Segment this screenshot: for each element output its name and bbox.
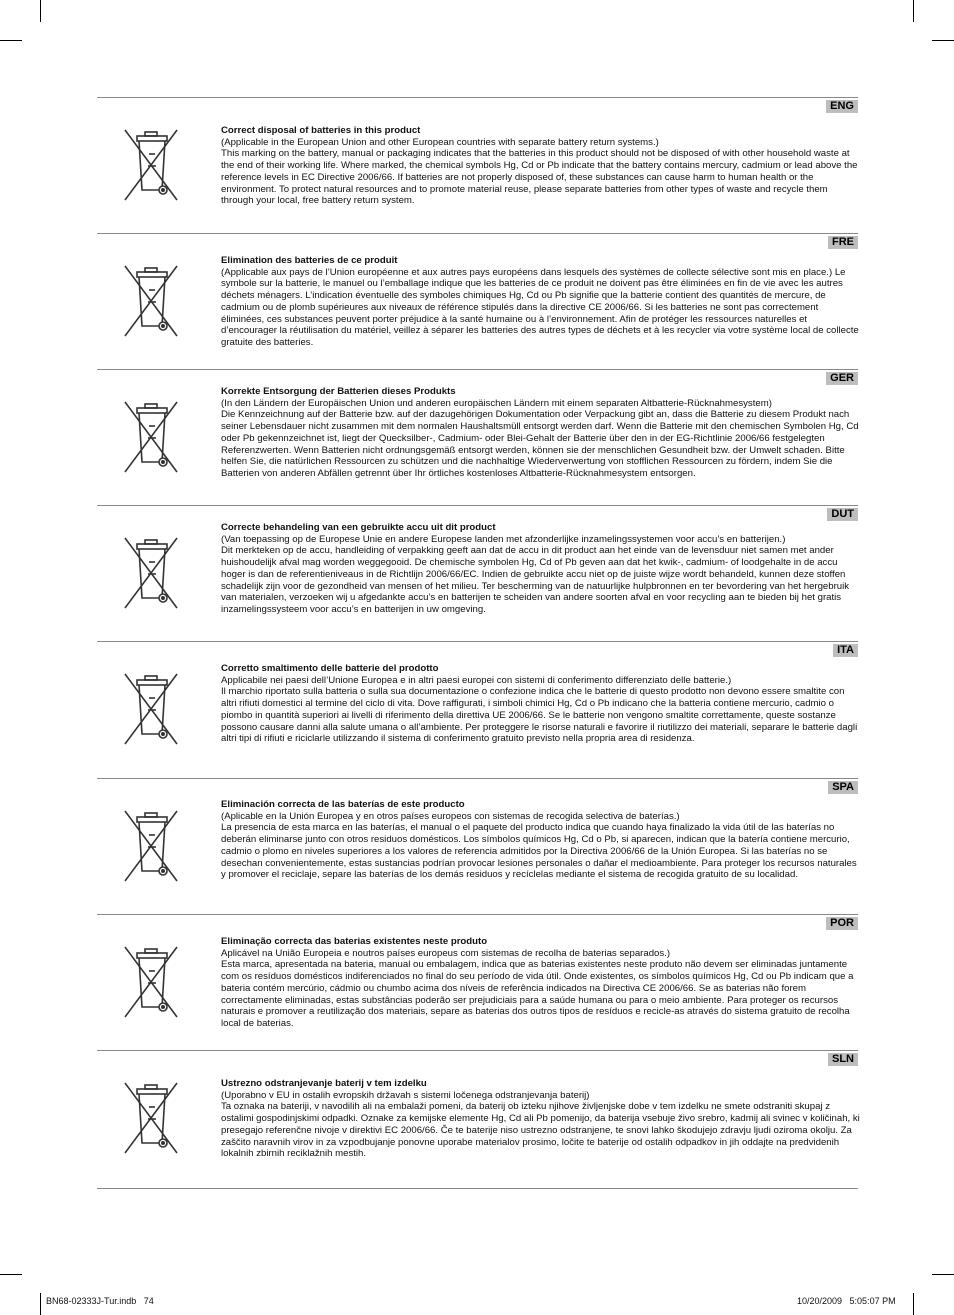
crop-mark: [0, 40, 22, 41]
crop-mark: [0, 1274, 22, 1275]
section-eng: [97, 97, 858, 234]
crop-mark: [913, 0, 914, 22]
section-sln: [97, 1050, 858, 1187]
crossed-bin-icon: [121, 262, 181, 342]
footer-file: BN68-02333J-Tur.indb 74: [46, 1296, 154, 1306]
crossed-bin-icon: [121, 670, 181, 750]
bottom-rule: [97, 1188, 858, 1189]
section-title: Korrekte Entsorgung der Batterien dieses Produkts: [221, 386, 456, 397]
section-por: [97, 914, 858, 1051]
section-spa: [97, 778, 858, 915]
section-fre: [97, 233, 858, 370]
section-body: (Aplicable en la Unión Europea y en otros países europeos con sistemas de recogida selectiva de baterías.) La presencia de esta marca en las baterías, el manual o el paquete del producto indica que cuando haya finalizado la vida útil de las baterías no deberán eliminarse junto con otros residuos domésticos. Los símbolos químicos Hg, Cd o Pb, si aparecen, indican que la batería contiene mercurio, cadmio o plomo en niveles superiores a los valores de referencia admitidos por la Directiva 2006/66 de la Unión Europea. Si las baterías no se desechan convenientemente, estas sustancias podrían provocar lesiones personales o dañar el medioambiente. Para proteger los recursos naturales y promover el reciclaje, separe las baterías de los demás residuos y recíclelas mediante el sistema de recogida gratuito de su localidad.: [221, 810, 857, 881]
section-body: Aplicável na União Europeia e noutros países europeus com sistemas de recolha de baterias separados.) Esta marca, apresentada na bateria, manual ou embalagem, indica que as baterias existentes neste produto não devem ser eliminadas juntamente com os resíduos domésticos indiferenciados no final do seu período de vida útil. Onde existentes, os símbolos químicos Hg, Cd ou Pb indicam que a bateria contém mercúrio, cádmio ou chumbo acima dos níveis de referência indicados na Directiva CE 2006/66. Se as baterias não forem correctamente eliminadas, estas substâncias poderão ser prejudiciais para a saúde humana ou para o meio ambiente. Para proteger os recursos naturais e promover a reutilização dos materiais, separe as baterias dos outros tipos de resíduos e recicle-as através do sistema gratuito de recolha local de baterias.: [221, 947, 854, 1029]
section-title: Ustrezno odstranjevanje baterij v tem izdelku: [221, 1078, 427, 1089]
crossed-bin-icon: [121, 807, 181, 887]
language-tag: GER: [826, 372, 858, 385]
crop-mark: [913, 1293, 914, 1315]
language-tag: ENG: [826, 100, 858, 113]
language-tag: SPA: [828, 781, 858, 794]
section-body: (Applicable aux pays de l’Union européenne et aux autres pays européens dans lesquels des systèmes de collecte sélective sont mis en place.) Le symbole sur la batterie, le manuel ou l’emballage indique que les batteries de ce produit ne doivent pas être éliminées en fin de vie avec les autres déchets ménagers. L’indication éventuelle des symboles chimiques Hg, Cd ou Pb signifie que la batterie contient des quantités de mercure, de cadmium ou de plomb supérieures aux niveaux de référence stipulés dans la directive CE 2006/66. Si les batteries ne sont pas correctement éliminées, ces substances peuvent porter préjudice à la santé humaine ou à l’environnement. Afin de protéger les ressources naturelles et d’encourager la réutilisation du matériel, veillez à séparer les batteries des autres types de déchets et à les recycler via votre système local de collecte gratuite des batteries.: [221, 266, 859, 348]
language-tag: FRE: [828, 236, 858, 249]
section-title: Eliminação correcta das baterias existentes neste produto: [221, 936, 488, 947]
section-title: Elimination des batteries de ce produit: [221, 255, 398, 266]
section-title: Correct disposal of batteries in this product: [221, 125, 421, 136]
crossed-bin-icon: [121, 943, 181, 1023]
section-ita: [97, 641, 858, 779]
language-tag: SLN: [828, 1053, 858, 1066]
crossed-bin-icon: [121, 534, 181, 614]
footer-datetime: 10/20/2009 5:05:07 PM: [797, 1296, 896, 1306]
crop-mark: [40, 0, 41, 22]
language-tag: ITA: [833, 644, 858, 657]
crop-mark: [932, 1274, 954, 1275]
crop-mark: [40, 1293, 41, 1315]
section-body: (Uporabno v EU in ostalih evropskih državah s sistemi ločenega odstranjevanja baterij) Ta oznaka na bateriji, v navodilih ali na embalaži pomeni, da baterij ob izteku njihove življenjske dobe v tem izdelku ne smete odstraniti skupaj z ostalimi gospodinjskimi odpadki. Oznake za kemijske elemente Hg, Cd ali Pb pomenijo, da baterija vsebuje živo srebro, kadmij ali svinec v količinah, ki presegajo referenčne nivoje v direktivi EC 2006/66. Če te baterije niso ustrezno odstranjene, te snovi lahko škodujejo zdravju ljudi oziroma okolju. Za zaščito naravnih virov in za vzpodbujanje ponovne uporabe materialov prosimo, ločite te baterije od ostalih odpadkov in jih oddajte na predvidenih lokalnih zbirnih reciklažnih mestih.: [221, 1089, 860, 1160]
crossed-bin-icon: [121, 126, 181, 206]
section-dut: [97, 505, 858, 642]
section-title: Eliminación correcta de las baterías de este producto: [221, 799, 465, 810]
crossed-bin-icon: [121, 1079, 181, 1159]
crossed-bin-icon: [121, 398, 181, 478]
section-title: Correcte behandeling van een gebruikte accu uit dit product: [221, 522, 496, 533]
section-body: Applicabile nei paesi dell’Unione Europea e in altri paesi europei con sistemi di conferimento differenziato delle batterie.) Il marchio riportato sulla batteria o sulla sua documentazione o confezione indica che le batterie di questo prodotto non devono essere smaltite con altri rifiuti domestici al termine del ciclo di vita. Dove raffigurati, i simboli chimici Hg, Cd o Pb indicano che la batteria contiene mercurio, cadmio o piombo in quantità superiori ai livelli di riferimento della direttiva UE 2006/66. Se le batterie non vengono smaltite correttamente, queste sostanze possono causare danni alla salute umana o all’ambiente. Per proteggere le risorse naturali e favorire il riutilizzo dei materiali, separare le batterie dagli altri tipi di rifiuti e riciclarle utilizzando il sistema di conferimento gratuito previsto nella propria area di residenza.: [221, 674, 858, 745]
crop-mark: [932, 40, 954, 41]
section-ger: [97, 369, 858, 506]
language-tag: POR: [826, 917, 858, 930]
section-body: (In den Ländern der Europäischen Union und anderen europäischen Ländern mit einem separaten Altbatterie-Rücknahmesystem) Die Kennzeichnung auf der Batterie bzw. auf der dazugehörigen Dokumentation oder Verpackung gibt an, dass die Batterie zu diesem Produkt nach seiner Lebensdauer nicht zusammen mit dem normalen Haushaltsmüll entsorgt werden darf. Wenn die Batterie mit den chemischen Symbolen Hg, Cd oder Pb gekennzeichnet ist, liegt der Quecksilber-, Cadmium- oder Blei-Gehalt der Batterie über den in der EG-Richtlinie 2006/66 festgelegten Referenzwerten. Wenn Batterien nicht ordnungsgemäß entsorgt werden, können sie der menschlichen Gesundheit bzw. der Umwelt schaden. Bitte helfen Sie, die natürlichen Ressourcen zu schützen und die nachhaltige Wiederverwertung von stofflichen Ressourcen zu fördern, indem Sie die Batterien von anderen Abfällen getrennt über Ihr örtliches kostenloses Altbatterie-Rücknahmesystem entsorgen.: [221, 397, 859, 479]
section-title: Corretto smaltimento delle batterie del prodotto: [221, 663, 439, 674]
section-body: (Van toepassing op de Europese Unie en andere Europese landen met afzonderlijke inzamelingssystemen voor accu’s en batterijen.) Dit merkteken op de accu, handleiding of verpakking geeft aan dat de accu in dit product aan het einde van de levensduur niet samen met ander huishoudelijk afval mag worden weggegooid. De chemische symbolen Hg, Cd of Pb geven aan dat het kwik-, cadmium- of loodgehalte in de accu hoger is dan de referentieniveaus in de Richtlijn 2006/66/EC. Indien de gebruikte accu niet op de juiste wijze wordt behandeld, kunnen deze stoffen schadelijk zijn voor de gezondheid van mensen of het milieu. Ter bescherming van de natuurlijke hulpbronnen en ter bevordering van het hergebruik van materialen, verzoeken wij u afgedankte accu’s en batterijen te scheiden van andere soorten afval en voor recycling aan te bieden bij het gratis inzamelingssysteem voor accu’s en batterijen in uw omgeving.: [221, 533, 850, 615]
section-body: (Applicable in the European Union and other European countries with separate battery return systems.) This marking on the battery, manual or packaging indicates that the batteries in this product should not be disposed of with other household waste at the end of their working life. Where marked, the chemical symbols Hg, Cd or Pb indicate that the battery contains mercury, cadmium or lead above the reference levels in EC Directive 2006/66. If batteries are not properly disposed of, these substances can cause harm to human health or the environment. To protect natural resources and to promote material reuse, please separate batteries from other types of waste and recycle them through your local, free battery return system.: [221, 136, 858, 207]
language-tag: DUT: [827, 508, 858, 521]
